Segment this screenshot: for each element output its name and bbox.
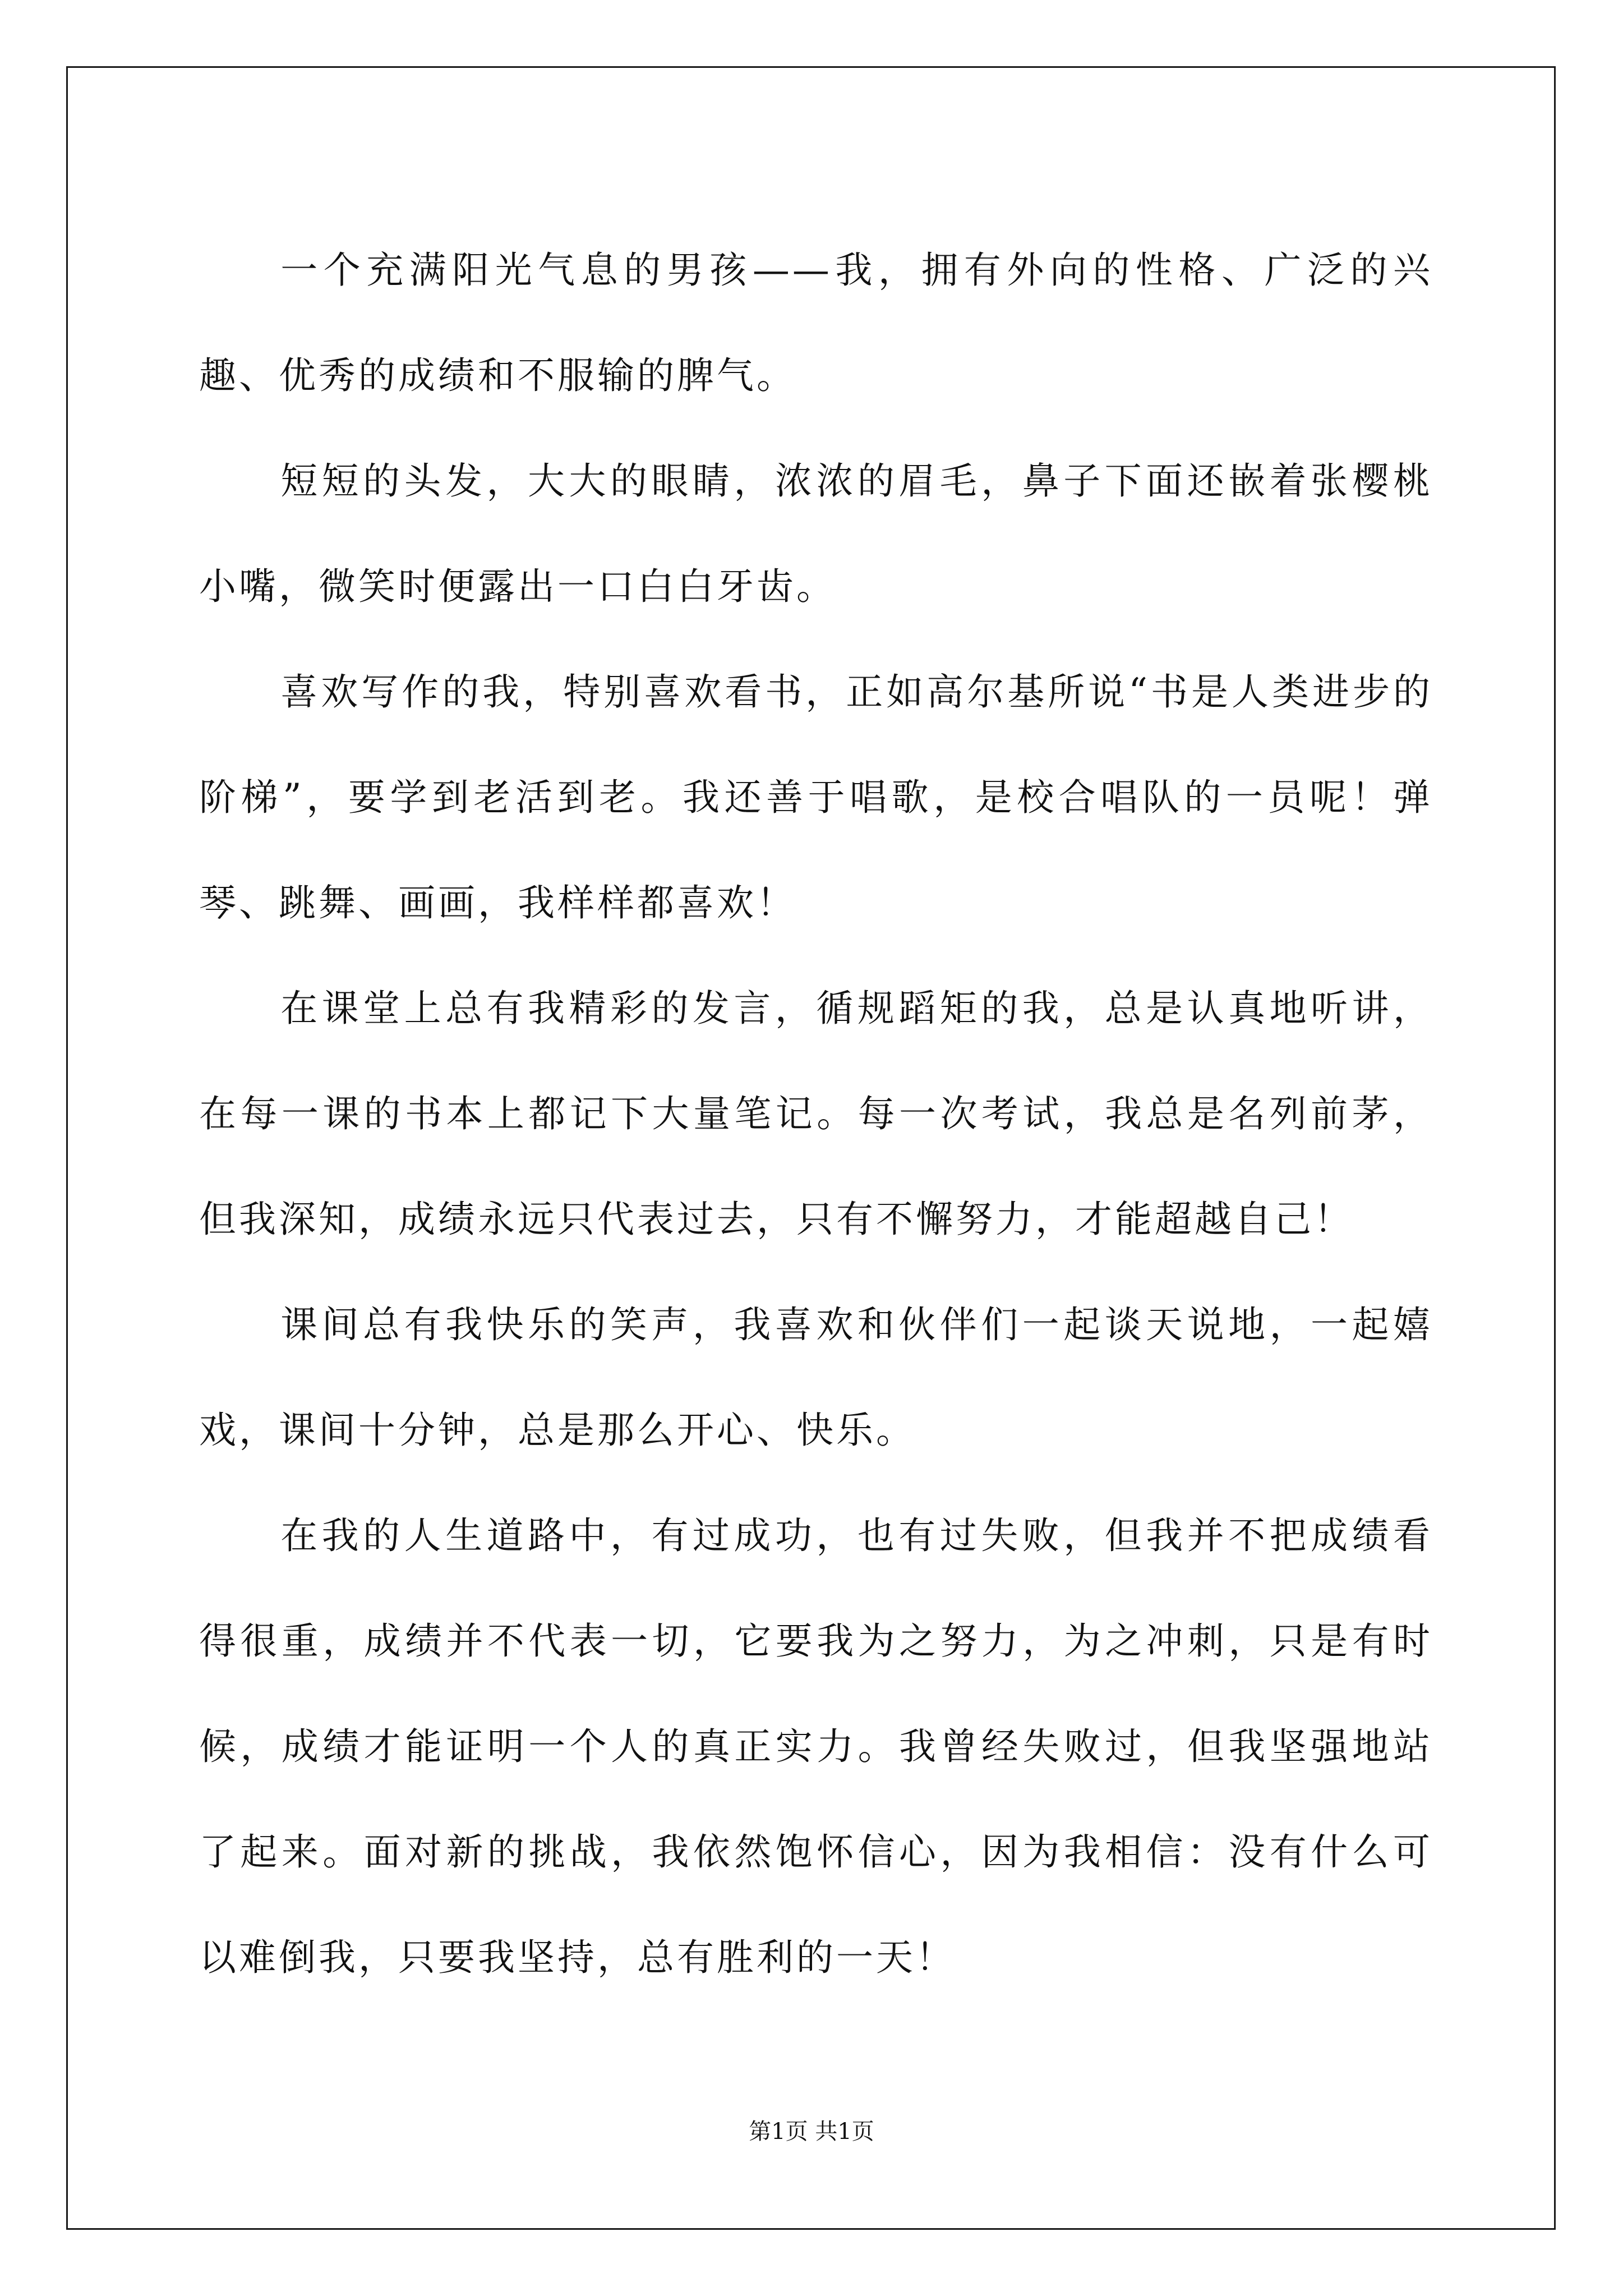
paragraph: 短短的头发，大大的眼睛，浓浓的眉毛，鼻子下面还嵌着张樱桃小嘴，微笑时便露出一口白白牙齿。 (199, 459, 1433, 608)
paragraph: 喜欢写作的我，特别喜欢看书，正如高尔基所说“书是人类进步的阶梯”，要学到老活到老。我还善于唱歌，是校合唱队的一员呢！弹琴、跳舞、画画，我样样都喜欢！ (199, 670, 1433, 924)
paragraph: 课间总有我快乐的笑声，我喜欢和伙伴们一起谈天说地，一起嬉戏，课间十分钟，总是那么开心、快乐。 (199, 1303, 1433, 1452)
paragraph: 在我的人生道路中，有过成功，也有过失败，但我并不把成绩看得很重，成绩并不代表一切，它要我为之努力，为之冲刺，只是有时候，成绩才能证明一个人的真正实力。我曾经失败过，但我坚强地站了起来。面对新的挑战，我依然饱怀信心，因为我相信：没有什么可以难倒我，只要我坚持，总有胜利的一天！ (199, 1514, 1433, 1979)
paragraph: 在课堂上总有我精彩的发言，循规蹈矩的我，总是认真地听讲，在每一课的书本上都记下大量笔记。每一次考试，我总是名列前茅，但我深知，成绩永远只代表过去，只有不懈努力，才能超越自己！ (199, 987, 1433, 1241)
paragraph: 一个充满阳光气息的男孩——我，拥有外向的性格、广泛的兴趣、优秀的成绩和不服输的脾气。 (199, 249, 1433, 397)
page-number-footer: 第1页 共1页 (749, 2119, 874, 2145)
document-body (199, 218, 1433, 2010)
